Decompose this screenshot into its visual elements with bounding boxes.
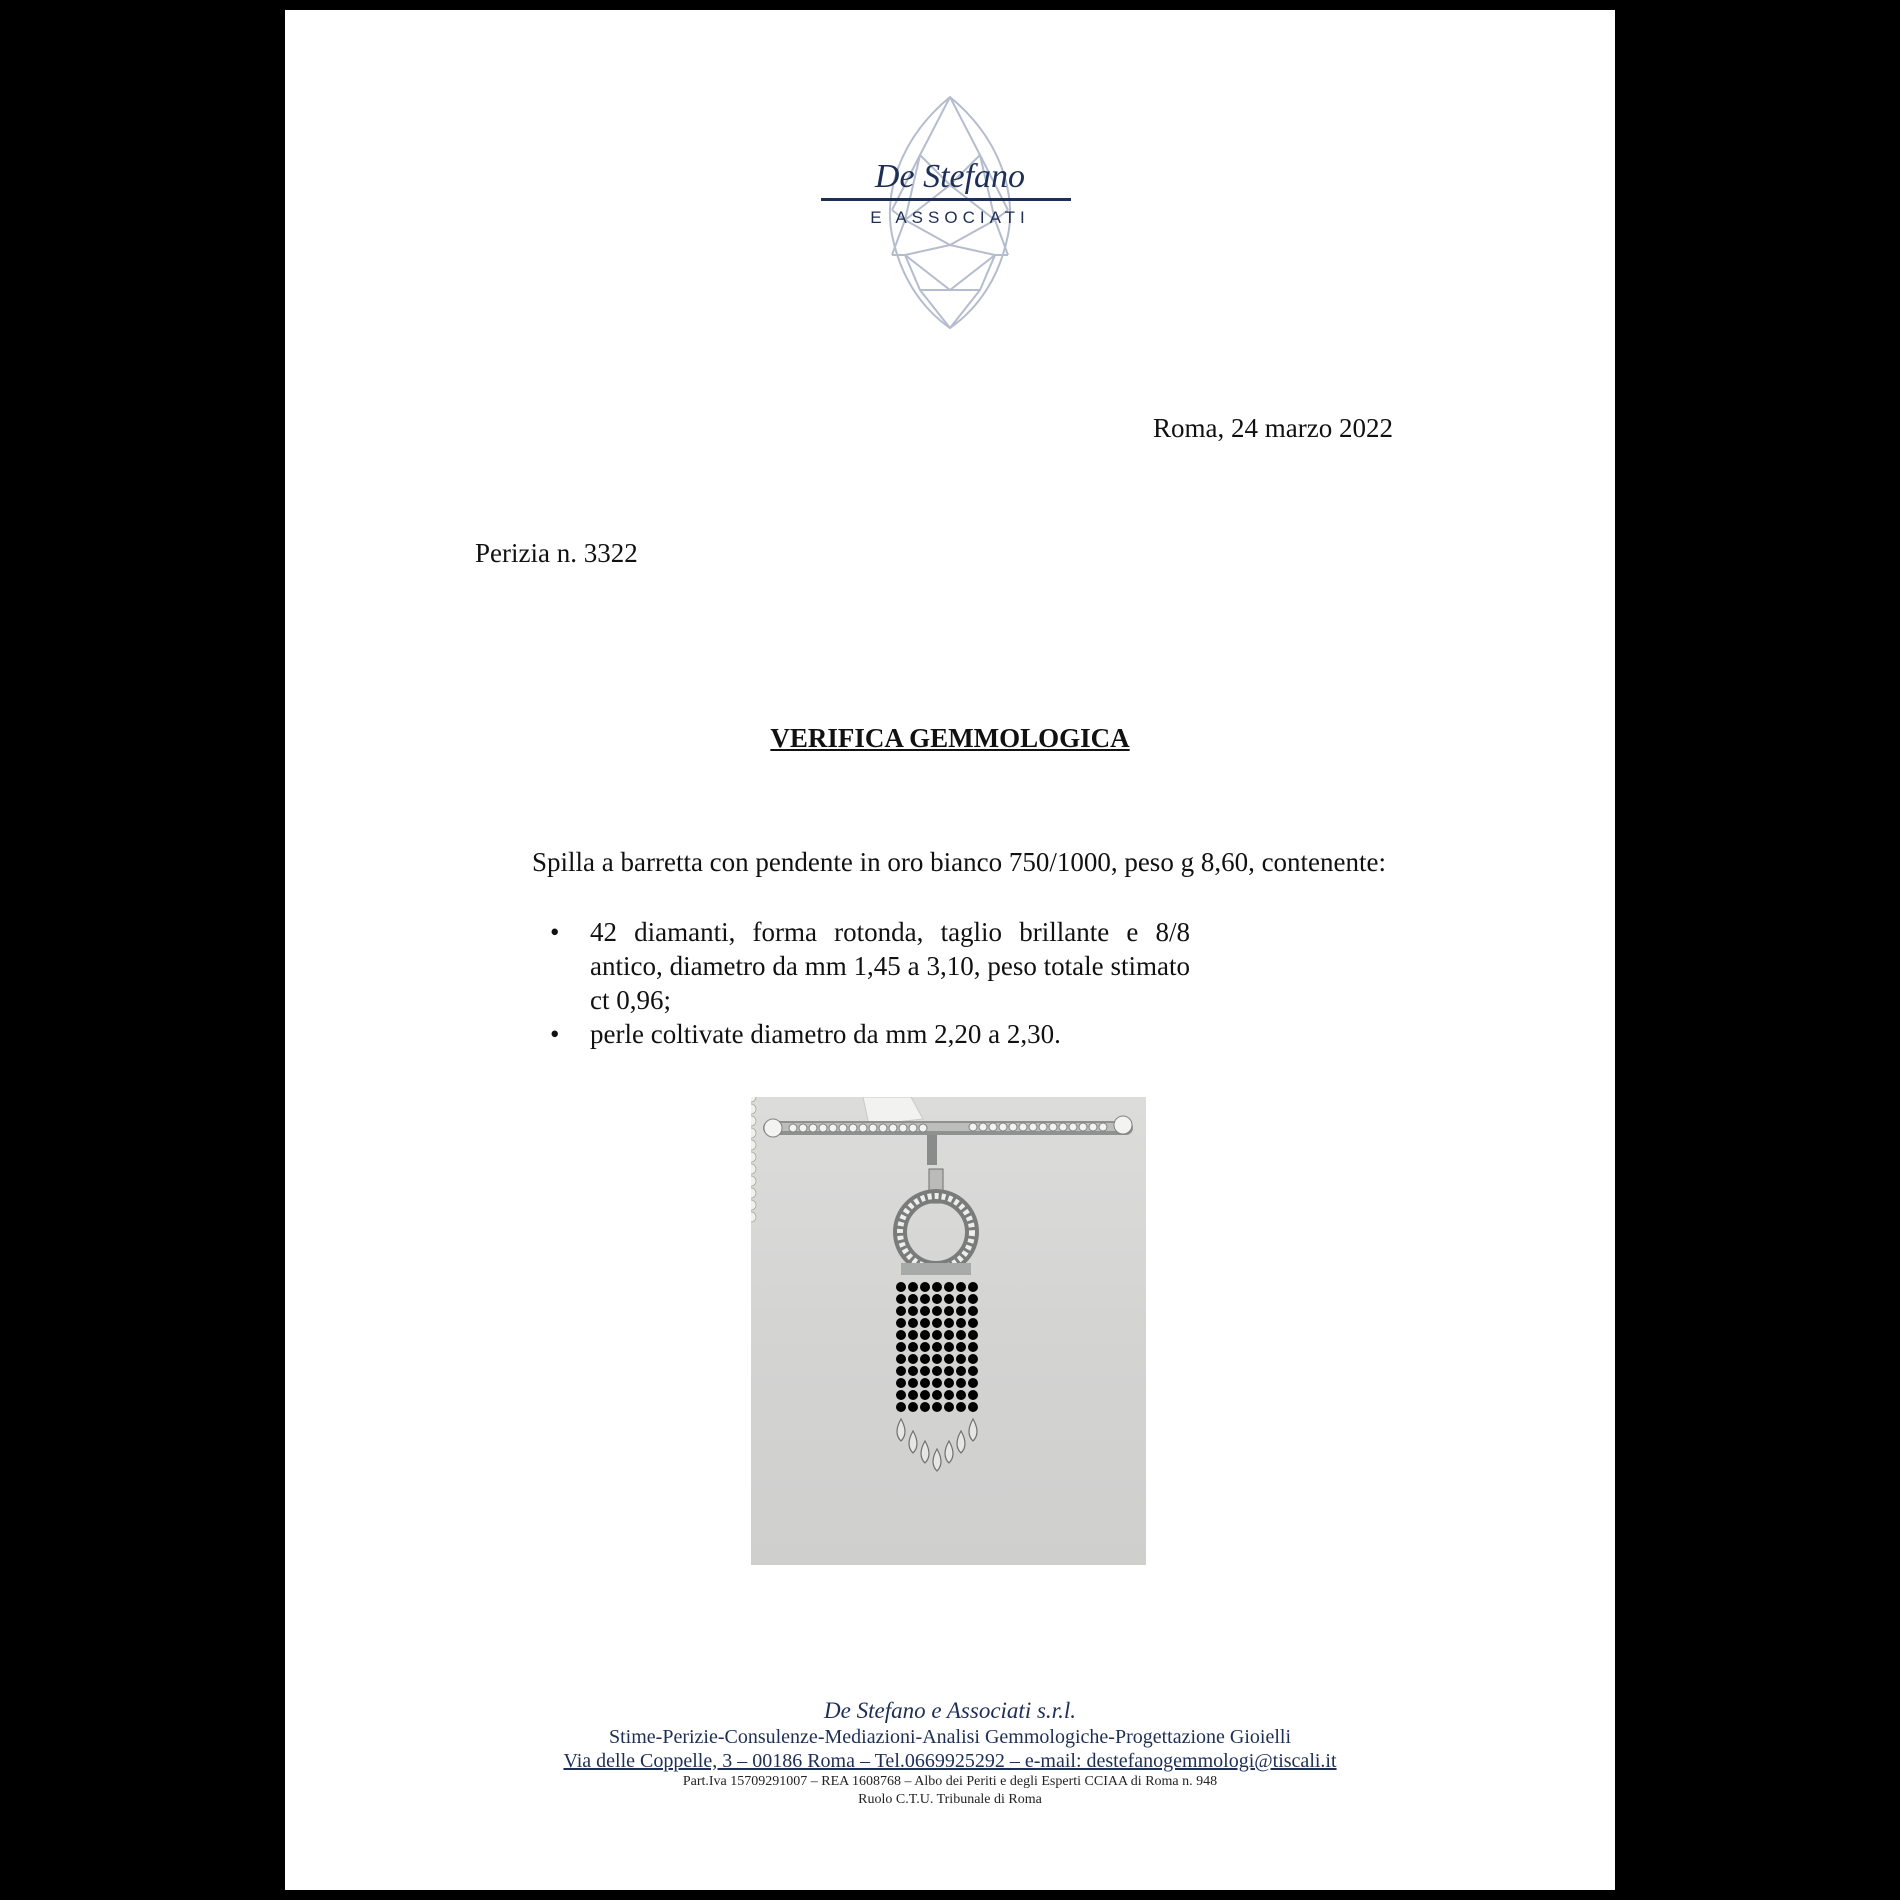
list-item-text: 42 diamanti, forma rotonda, taglio brillante e 8/8 antico, diametro da mm 1,45 a 3,10, peso totale stimato ct 0,96;	[590, 917, 1190, 1015]
bullet-icon: •	[550, 1019, 560, 1049]
footer-services: Stime-Perizie-Consulenze-Mediazioni-Analisi Gemmologiche-Progettazione Gioielli	[608, 1726, 1292, 1748]
gem-list	[550, 915, 1190, 1051]
document-page	[285, 10, 1615, 1890]
item-description: Spilla a barretta con pendente in oro bianco 750/1000, peso g 8,60, contenente:	[532, 847, 1387, 877]
list-item-text: perle coltivate diametro da mm 2,20 a 2,30.	[590, 1019, 1061, 1049]
brooch-illustration	[751, 1097, 1146, 1565]
brooch-photo	[751, 1097, 1146, 1565]
footer-registry: Part.Iva 15709291007 – REA 1608768 – Albo dei Periti e degli Esperti CCIAA di Roma n. 948	[682, 1774, 1218, 1789]
logo-company-name: De Stefano	[874, 158, 1026, 195]
document-title: VERIFICA GEMMOLOGICA	[770, 723, 1130, 753]
logo-divider	[821, 198, 1071, 201]
list-item	[550, 915, 1190, 1017]
document-date: Roma, 24 marzo 2022	[1153, 413, 1393, 443]
bullet-icon: •	[550, 917, 560, 947]
report-number: Perizia n. 3322	[475, 538, 638, 568]
logo-subtitle: E ASSOCIATI	[870, 208, 1030, 227]
footer-court: Ruolo C.T.U. Tribunale di Roma	[858, 1792, 1042, 1807]
list-item	[550, 1017, 1190, 1051]
footer-company: De Stefano e Associati s.r.l.	[824, 1698, 1076, 1723]
footer-contact: Via delle Coppelle, 3 – 00186 Roma – Tel.0669925292 – e-mail: destefanogemmologi@tiscali.it	[563, 1750, 1337, 1772]
